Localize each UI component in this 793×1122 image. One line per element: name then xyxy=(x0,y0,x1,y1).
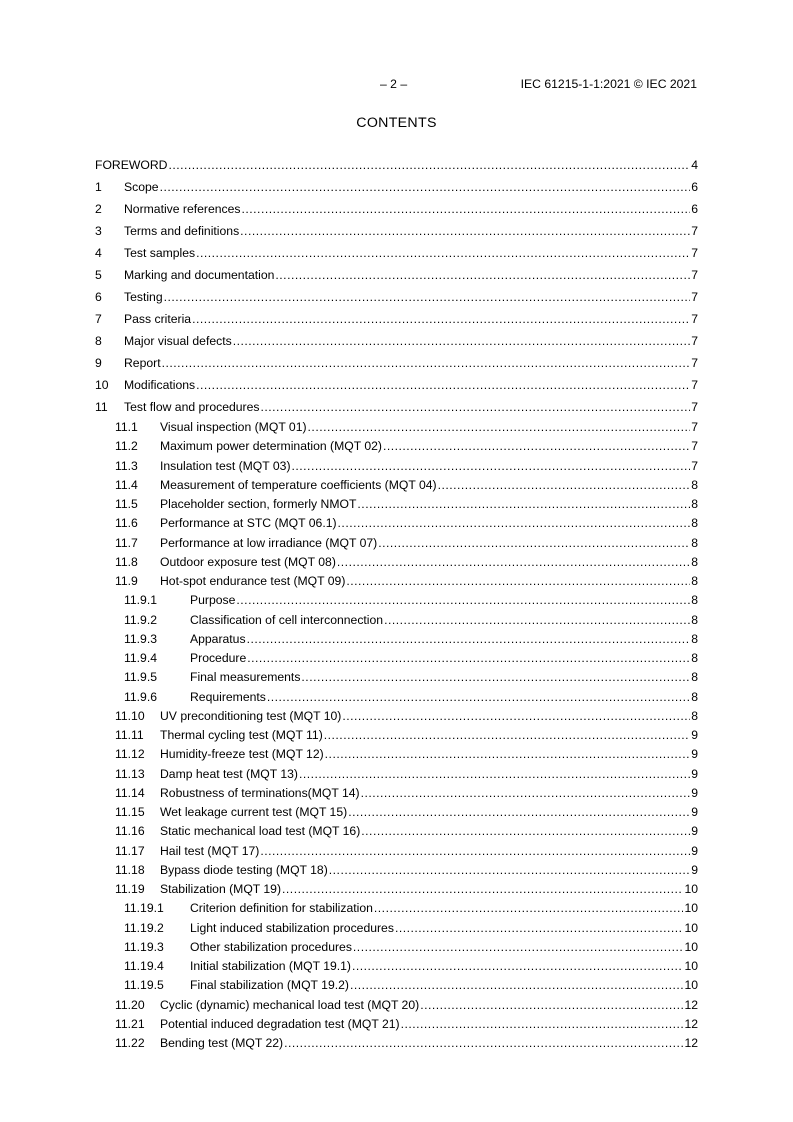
toc-entry[interactable] xyxy=(95,684,698,703)
toc-entry-label: Criterion definition for stabilization xyxy=(190,901,373,916)
toc-entry-label: Procedure xyxy=(190,651,247,665)
toc-entry[interactable] xyxy=(95,915,698,934)
toc-entry-label: Light induced stabilization procedures xyxy=(190,920,394,935)
toc-entry-page: 9 xyxy=(691,766,698,781)
toc-entry[interactable] xyxy=(95,761,698,780)
dot-leader xyxy=(438,478,691,492)
toc-entry[interactable] xyxy=(95,414,698,434)
toc-entry-number: 11.21 xyxy=(115,1016,145,1031)
dot-leader xyxy=(160,180,691,194)
toc-entry-label: Final measurements xyxy=(190,670,301,685)
toc-entry-label: Test flow and procedures xyxy=(124,400,260,414)
toc-entry-label: Report xyxy=(124,356,161,370)
toc-entry-page: 8 xyxy=(691,631,698,646)
toc-entry-page: 10 xyxy=(684,959,698,973)
dot-leader xyxy=(361,786,691,800)
toc-entry-label: Bending test (MQT 22) xyxy=(160,1036,284,1050)
toc-entry[interactable] xyxy=(95,896,698,915)
toc-entry-page: 7 xyxy=(691,246,698,260)
toc-entry-page: 7 xyxy=(691,439,698,454)
dot-leader xyxy=(164,290,691,304)
toc-entry-number: 11.18 xyxy=(115,862,145,877)
dot-leader xyxy=(374,901,684,915)
toc-entry-number: 11.20 xyxy=(115,997,145,1012)
toc-entry-page: 9 xyxy=(691,805,698,819)
dot-leader xyxy=(192,312,690,326)
dot-leader xyxy=(308,420,691,434)
toc-entry-label: Other stabilization procedures xyxy=(190,939,352,954)
toc-entry[interactable] xyxy=(95,370,698,392)
toc-entry-page: 8 xyxy=(691,670,698,685)
toc-entry[interactable] xyxy=(95,973,698,992)
dot-leader xyxy=(361,824,690,838)
toc-entry[interactable] xyxy=(95,665,698,684)
toc-entry-label: Potential induced degradation test (MQT 21) xyxy=(160,1016,400,1031)
toc-entry[interactable] xyxy=(95,723,698,742)
toc-entry-label: Placeholder section, formerly NMOT xyxy=(160,497,357,511)
toc-entry-label: Wet leakage current test (MQT 15) xyxy=(160,805,348,819)
toc-entry[interactable] xyxy=(95,607,698,626)
dot-leader xyxy=(168,158,690,172)
toc-entry-number: 8 xyxy=(95,334,102,348)
toc-entry-page: 8 xyxy=(691,477,698,492)
dot-leader xyxy=(247,651,690,665)
dot-leader xyxy=(292,459,691,473)
toc-entry-page: 7 xyxy=(691,356,698,370)
toc-entry[interactable] xyxy=(95,646,698,665)
dot-leader xyxy=(353,940,684,954)
toc-entry-label: Damp heat test (MQT 13) xyxy=(160,766,298,781)
toc-entry-label: Normative references xyxy=(124,202,241,216)
dot-leader xyxy=(242,202,691,216)
toc-entry-number: 11.9.6 xyxy=(124,689,157,704)
dot-leader xyxy=(284,1036,683,1050)
toc-entry[interactable] xyxy=(95,194,698,216)
page-header xyxy=(0,77,793,93)
dot-leader xyxy=(261,400,691,414)
toc-entry[interactable] xyxy=(95,348,698,370)
dot-leader xyxy=(260,844,690,858)
toc-entry-label: Thermal cycling test (MQT 11) xyxy=(160,728,323,742)
toc-entry-number: 11.13 xyxy=(115,766,145,781)
toc-entry-number: 11.9.2 xyxy=(124,612,157,627)
toc-entry-page: 6 xyxy=(691,180,698,194)
toc-entry-page: 8 xyxy=(691,708,698,723)
toc-entry-number: 11.19.2 xyxy=(124,920,164,935)
dot-leader xyxy=(401,1017,684,1031)
toc-entry-label: Initial stabilization (MQT 19.1) xyxy=(190,959,351,973)
toc-entry[interactable] xyxy=(95,838,698,857)
toc-entry-label: Stabilization (MQT 19) xyxy=(160,882,282,896)
toc-entry-page: 10 xyxy=(684,901,698,916)
toc-entry-page: 8 xyxy=(691,497,698,511)
toc-entry-number: 11.19.1 xyxy=(124,901,164,916)
toc-entry-number: 4 xyxy=(95,246,102,260)
toc-entry[interactable] xyxy=(95,800,698,819)
toc-entry[interactable] xyxy=(95,781,698,800)
toc-entry[interactable] xyxy=(95,304,698,326)
dot-leader xyxy=(337,555,690,569)
dot-leader xyxy=(324,728,690,742)
toc-entry-label: Humidity-freeze test (MQT 12) xyxy=(160,747,324,762)
toc-entry[interactable] xyxy=(95,434,698,453)
toc-entry-page: 10 xyxy=(684,978,698,993)
dot-leader xyxy=(196,246,690,260)
toc-entry-number: 11.17 xyxy=(115,843,145,858)
toc-entry-number: 11.8 xyxy=(115,554,138,569)
toc-entry[interactable] xyxy=(95,858,698,877)
dot-leader xyxy=(233,334,691,348)
toc-entry-number: 11.6 xyxy=(115,516,138,531)
dot-leader xyxy=(350,978,683,992)
toc-entry-number: 7 xyxy=(95,312,102,326)
toc-entry-number: 11.16 xyxy=(115,824,145,839)
toc-entry-label: Visual inspection (MQT 01) xyxy=(160,420,307,434)
toc-entry-label: Classification of cell interconnection xyxy=(190,612,384,627)
toc-entry-label: Performance at STC (MQT 06.1) xyxy=(160,516,337,531)
toc-entry-page: 7 xyxy=(691,378,698,392)
dot-leader xyxy=(267,690,690,704)
toc-entry-page: 7 xyxy=(691,268,698,282)
toc-entry-page: 7 xyxy=(691,290,698,304)
dot-leader xyxy=(196,378,690,392)
toc-entry-number: 1 xyxy=(95,180,102,194)
toc-entry-page: 8 xyxy=(691,593,698,608)
dot-leader xyxy=(378,536,690,550)
toc-entry-page: 7 xyxy=(691,458,698,473)
toc-entry-number: 11.1 xyxy=(115,420,138,434)
toc-entry-number: 6 xyxy=(95,290,102,304)
toc-entry[interactable] xyxy=(95,392,698,414)
toc-entry-page: 10 xyxy=(684,939,698,954)
toc-entry-number: 5 xyxy=(95,268,102,282)
toc-entry-label: Bypass diode testing (MQT 18) xyxy=(160,862,328,877)
toc-entry[interactable] xyxy=(95,742,698,761)
toc-entry-label: Modifications xyxy=(124,378,196,392)
toc-entry-label: Performance at low irradiance (MQT 07) xyxy=(160,535,378,550)
dot-leader xyxy=(275,268,690,282)
toc-entry-label: Pass criteria xyxy=(124,312,192,326)
dot-leader xyxy=(162,356,691,370)
toc-entry-label: Cyclic (dynamic) mechanical load test (MQT 20) xyxy=(160,997,420,1012)
toc-entry-number: 11 xyxy=(95,400,108,414)
toc-entry-number: 11.14 xyxy=(115,785,145,800)
dot-leader xyxy=(325,747,691,761)
table-of-contents xyxy=(95,157,698,1050)
toc-entry-page: 9 xyxy=(691,843,698,858)
toc-entry-page: 8 xyxy=(691,612,698,627)
toc-entry[interactable] xyxy=(95,704,698,723)
toc-entry-page: 8 xyxy=(691,516,698,531)
standard-reference: IEC 61215-1-1:2021 © IEC 2021 xyxy=(520,77,697,91)
dot-leader xyxy=(420,998,683,1012)
toc-entry[interactable] xyxy=(95,1012,698,1031)
toc-entry-number: 11.22 xyxy=(115,1036,145,1050)
toc-entry[interactable] xyxy=(95,588,698,607)
toc-entry-number: 11.19.3 xyxy=(124,939,164,954)
toc-entry-number: 9 xyxy=(95,356,102,370)
toc-entry-label: UV preconditioning test (MQT 10) xyxy=(160,708,342,723)
toc-entry-page: 7 xyxy=(691,400,698,414)
toc-entry-label: Marking and documentation xyxy=(124,268,275,282)
dot-leader xyxy=(247,632,691,646)
dot-leader xyxy=(301,670,690,684)
toc-entry[interactable] xyxy=(95,511,698,530)
toc-entry-page: 7 xyxy=(691,224,698,238)
toc-entry-number: 11.3 xyxy=(115,458,138,473)
toc-entry-page: 8 xyxy=(691,535,698,550)
toc-entry-page: 6 xyxy=(691,202,698,216)
dot-leader xyxy=(240,224,690,238)
toc-entry-number: 11.19.5 xyxy=(124,978,164,993)
toc-entry-number: 11.2 xyxy=(115,439,138,454)
toc-entry-label: Static mechanical load test (MQT 16) xyxy=(160,824,361,839)
toc-entry-number: 10 xyxy=(95,378,109,392)
toc-entry[interactable] xyxy=(95,627,698,646)
dot-leader xyxy=(236,593,690,607)
dot-leader xyxy=(342,709,690,723)
toc-entry-label: Hot-spot endurance test (MQT 09) xyxy=(160,574,346,588)
toc-entry-number: 11.19 xyxy=(115,882,145,896)
toc-entry-page: 12 xyxy=(684,997,698,1012)
toc-entry-number: 11.9.4 xyxy=(124,651,157,665)
toc-entry-page: 8 xyxy=(691,689,698,704)
toc-entry-page: 10 xyxy=(684,920,698,935)
toc-entry-number: 11.10 xyxy=(115,708,145,723)
toc-entry[interactable] xyxy=(95,877,698,896)
page-title: CONTENTS xyxy=(356,115,437,131)
toc-entry-label: Scope xyxy=(124,180,159,194)
toc-entry[interactable] xyxy=(95,954,698,973)
toc-entry-number: 11.12 xyxy=(115,747,145,762)
toc-entry-label: Robustness of terminations(MQT 14) xyxy=(160,785,360,800)
toc-entry-label: Terms and definitions xyxy=(124,224,240,238)
toc-entry[interactable] xyxy=(95,569,698,588)
toc-entry-page: 9 xyxy=(691,747,698,762)
toc-entry-number: 3 xyxy=(95,224,102,238)
toc-entry-page: 12 xyxy=(684,1036,698,1050)
dot-leader xyxy=(346,574,690,588)
toc-entry-number: 11.5 xyxy=(115,497,138,511)
toc-entry-label: Requirements xyxy=(190,689,266,704)
toc-entry-number: 11.9.3 xyxy=(124,631,157,646)
toc-entry-label: Purpose xyxy=(190,593,236,608)
dot-leader xyxy=(395,921,684,935)
dot-leader xyxy=(299,767,690,781)
toc-entry-number: 11.4 xyxy=(115,477,138,492)
toc-entry-label: Major visual defects xyxy=(124,334,232,348)
toc-entry-label: Test samples xyxy=(124,246,196,260)
toc-entry-label: Measurement of temperature coefficients (MQT 04) xyxy=(160,477,437,492)
toc-entry-page: 4 xyxy=(691,158,698,172)
toc-entry-number: 11.15 xyxy=(115,805,145,819)
toc-entry-number: 11.7 xyxy=(115,535,138,550)
dot-leader xyxy=(357,497,690,511)
dot-leader xyxy=(383,439,690,453)
toc-entry-page: 9 xyxy=(691,785,698,800)
dot-leader xyxy=(352,959,683,973)
toc-entry[interactable] xyxy=(95,238,698,260)
toc-entry-page: 7 xyxy=(691,334,698,348)
toc-entry-page: 8 xyxy=(691,651,698,665)
toc-entry[interactable] xyxy=(95,492,698,511)
toc-entry[interactable] xyxy=(95,216,698,238)
toc-entry-page: 7 xyxy=(691,420,698,434)
toc-entry-page: 9 xyxy=(691,862,698,877)
toc-entry-label: Maximum power determination (MQT 02) xyxy=(160,439,382,454)
toc-entry-number: 11.9.5 xyxy=(124,670,157,685)
toc-entry-page: 8 xyxy=(691,574,698,588)
toc-entry-number: 11.19.4 xyxy=(124,959,164,973)
toc-entry-label: Apparatus xyxy=(190,631,246,646)
toc-entry[interactable] xyxy=(95,935,698,954)
dot-leader xyxy=(384,613,690,627)
toc-entry[interactable] xyxy=(95,1031,698,1050)
dot-leader xyxy=(329,863,690,877)
toc-entry[interactable] xyxy=(95,172,698,194)
toc-entry[interactable] xyxy=(95,282,698,304)
toc-entry-number: 2 xyxy=(95,202,102,216)
toc-entry-label: Final stabilization (MQT 19.2) xyxy=(190,978,349,993)
toc-entry-label: FOREWORD xyxy=(95,158,168,172)
toc-entry-number: 11.9.1 xyxy=(124,593,157,608)
toc-entry[interactable] xyxy=(95,453,698,472)
toc-entry[interactable] xyxy=(95,326,698,348)
toc-entry[interactable] xyxy=(95,530,698,549)
toc-entry-number: 11.9 xyxy=(115,574,138,588)
toc-entry[interactable] xyxy=(95,550,698,569)
toc-entry[interactable] xyxy=(95,992,698,1011)
toc-entry-page: 9 xyxy=(691,824,698,839)
toc-entry[interactable] xyxy=(95,819,698,838)
toc-entry-label: Outdoor exposure test (MQT 08) xyxy=(160,554,336,569)
dot-leader xyxy=(282,882,683,896)
toc-entry[interactable] xyxy=(95,157,698,172)
page-number: – 2 – xyxy=(380,77,408,91)
toc-entry-page: 9 xyxy=(691,728,698,742)
toc-entry[interactable] xyxy=(95,260,698,282)
toc-entry-page: 8 xyxy=(691,554,698,569)
toc-entry-label: Testing xyxy=(124,290,163,304)
toc-entry-number: 11.11 xyxy=(115,728,144,742)
toc-entry-label: Hail test (MQT 17) xyxy=(160,843,260,858)
dot-leader xyxy=(348,805,690,819)
toc-entry-page: 12 xyxy=(684,1016,698,1031)
toc-entry[interactable] xyxy=(95,473,698,492)
toc-entry-page: 7 xyxy=(691,312,698,326)
toc-entry-label: Insulation test (MQT 03) xyxy=(160,458,291,473)
toc-entry-page: 10 xyxy=(684,882,698,896)
dot-leader xyxy=(338,516,691,530)
